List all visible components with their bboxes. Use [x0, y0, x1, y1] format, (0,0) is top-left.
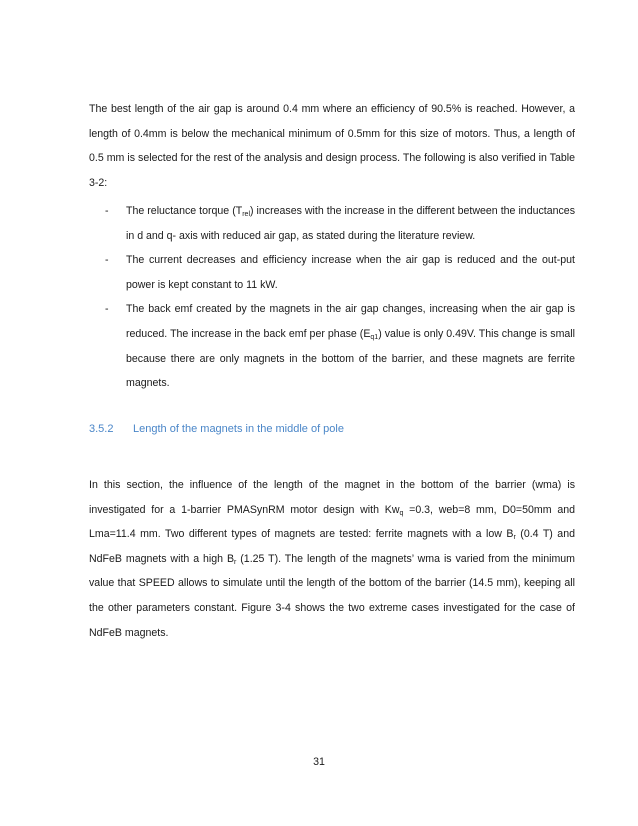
list-dash: - [105, 303, 109, 316]
subscript-r: r [234, 558, 237, 566]
list-item-text: The current decreases and efficiency increase when the air gap is reduced and the out-put power is kept constant to 11 kW. [126, 254, 575, 291]
list-item-text-pre: The back emf created by the magnets in the air gap changes, increasing when the air gap is reduced. The increase in the back emf per phase (E [126, 303, 575, 340]
section-paragraph-part2: =0.3, web=8 mm, D0=50mm and Lma=11.4 mm. Two different types of magnets are tested: ferrite magnets with a low B [89, 503, 575, 541]
page-number: 31 [313, 756, 325, 768]
findings-list [89, 199, 575, 396]
subscript-r: r [513, 534, 516, 542]
section-paragraph-part4: (1.25 T). The length of the magnets’ wma is varied from the minimum value that SPEED allows to simulate until the length of the bottom of the barrier (14.5 mm), keeping all the other parameters constant. Figure 3-4 shows the two extreme cases investigated for the case of NdFeB magnets. [89, 552, 575, 639]
intro-paragraph: The best length of the air gap is around 0.4 mm where an efficiency of 90.5% is reached. However, a length of 0.4mm is below the mechanical minimum of 0.5mm for this size of motors. Thus, a length of 0.5 mm is selected for the rest of the analysis and design process. The following is also verified in Table 3-2: [89, 103, 575, 189]
list-item-subscript: rel [242, 211, 250, 218]
list-item-text-post: ) increases with the increase in the different between the inductances in d and q- axis with reduced air gap, as stated during the literature review. [126, 205, 575, 242]
list-dash: - [105, 254, 109, 267]
section-heading [89, 423, 344, 435]
list-item [89, 199, 575, 248]
list-item-subscript: q1 [370, 333, 379, 341]
list-item [89, 248, 575, 297]
section-paragraph-part3: (0.4 T) and NdFeB magnets with a high B [89, 528, 575, 565]
section-title: Length of the magnets in the middle of pole [133, 423, 344, 435]
section-number: 3.5.2 [89, 423, 114, 435]
subscript-q: q [399, 509, 404, 517]
section-paragraph [89, 473, 575, 645]
list-dash: - [105, 205, 109, 217]
list-item-text-post: ) value is only 0.49V. This change is small because there are only magnets in the bottom of the barrier, and these magnets are ferrite magnets. [126, 327, 575, 390]
list-item-text-pre: The reluctance torque (T [126, 205, 243, 217]
section-paragraph-part1: In this section, the influence of the length of the magnet in the bottom of the barrier (wma) is investigated for a 1-barrier PMASynRM motor design with Kw [89, 479, 575, 516]
list-item [89, 297, 575, 395]
